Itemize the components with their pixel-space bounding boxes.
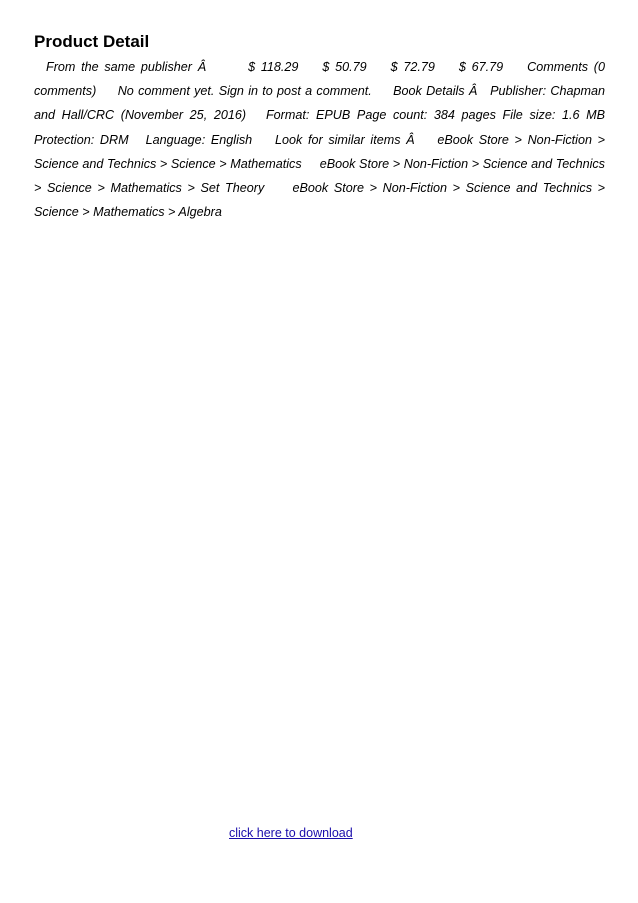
category-path-1: eBook Store > Non-Fiction > Science and Technics > Science > Mathematics bbox=[34, 132, 606, 171]
file-size-info: File size: 1.6 MB bbox=[502, 108, 606, 123]
price-1: $ 118.29 bbox=[248, 60, 299, 74]
price-4: $ 67.79 bbox=[458, 60, 504, 74]
download-link[interactable]: click here to download bbox=[229, 826, 353, 840]
no-comment-text: No comment yet. Sign in to post a comment. bbox=[117, 84, 372, 99]
category-path-2: eBook Store > Non-Fiction > Science and Technics > Science > Mathematics > Set Theory bbox=[34, 156, 605, 196]
language-info: Language: English bbox=[145, 132, 253, 147]
price-3: $ 72.79 bbox=[390, 60, 435, 74]
look-for-similar: Look for similar items Â bbox=[274, 132, 415, 147]
protection-info: Protection: DRM bbox=[34, 132, 129, 147]
from-same-publisher: From the same publisher Â bbox=[46, 60, 207, 74]
book-details-label: Book Details Â bbox=[393, 84, 478, 99]
product-detail-text bbox=[34, 55, 605, 224]
page-title: Product Detail bbox=[34, 32, 150, 51]
price-2: $ 50.79 bbox=[322, 60, 367, 74]
publisher-info: Publisher: Chapman and Hall/CRC (November 25, 2016) bbox=[34, 84, 606, 123]
comments-count: Comments (0 comments) bbox=[34, 60, 605, 99]
category-path-3: eBook Store > Non-Fiction > Science and Technics > Science > Mathematics > Algebra bbox=[34, 181, 605, 220]
page-count-info: Page count: 384 pages bbox=[356, 108, 496, 123]
format-info: Format: EPUB bbox=[265, 108, 351, 123]
